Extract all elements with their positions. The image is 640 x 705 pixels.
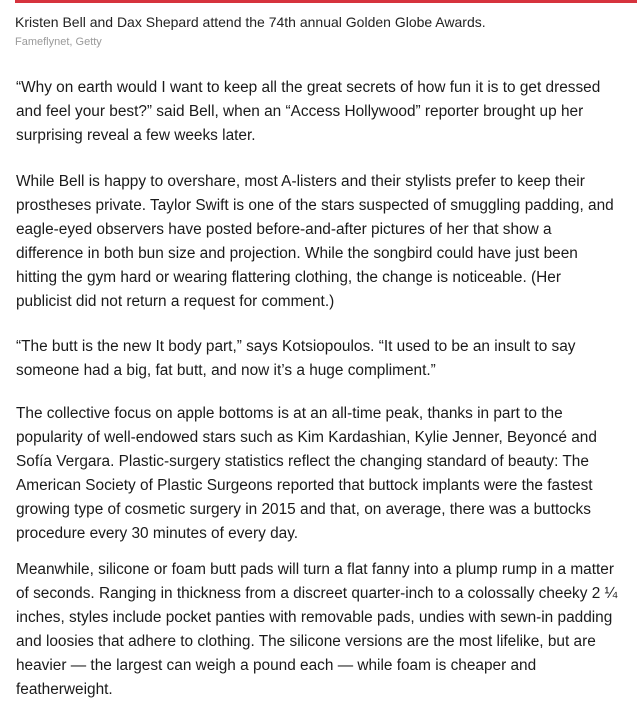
paragraph-line: publicist did not return a request for comment.) (16, 293, 335, 310)
paragraph-line: American Society of Plastic Surgeons reported that buttock implants were the fastest (16, 477, 593, 494)
article-paragraph (16, 335, 636, 383)
caption-text: Kristen Bell and Dax Shepard attend the 74th annual Golden Globe Awards. (15, 14, 486, 30)
paragraph-line: of seconds. Ranging in thickness from a discreet quarter-inch to a colossally cheeky 2 ¼ (16, 585, 618, 602)
article-paragraph (16, 76, 636, 148)
paragraph-line: inches, styles include pocket panties with removable pads, undies with sewn-in padding (16, 609, 613, 626)
paragraph-line: “The butt is the new It body part,” says Kotsiopoulos. “It used to be an insult to say (16, 338, 576, 355)
paragraph-line: hitting the gym hard or wearing flattering clothing, the change is noticeable. (Her (16, 269, 561, 286)
paragraph-line: popularity of well-endowed stars such as Kim Kardashian, Kylie Jenner, Beyoncé and (16, 429, 597, 446)
article-paragraph (16, 402, 636, 546)
paragraph-line: someone had a big, fat butt, and now it’s a huge compliment.” (16, 362, 436, 379)
paragraph-line: The collective focus on apple bottoms is at an all-time peak, thanks in part to the (16, 405, 563, 422)
paragraph-line: difference in both bun size and projection. While the songbird could have just been (16, 245, 578, 262)
article-paragraph (16, 558, 636, 702)
paragraph-line: and feel your best?” said Bell, when an “Access Hollywood” reporter brought up her (16, 103, 584, 120)
paragraph-line: eagle-eyed observers have posted before-and-after pictures of her that show a (16, 221, 552, 238)
paragraph-line: Meanwhile, silicone or foam butt pads will turn a flat fanny into a plump rump in a matter (16, 561, 614, 578)
paragraph-line: and loosies that adhere to clothing. The silicone versions are the most lifelike, but are (16, 633, 596, 650)
article-paragraph (16, 170, 636, 314)
photo-caption (15, 0, 637, 60)
paragraph-line: heavier — the largest can weigh a pound each — while foam is cheaper and (16, 657, 537, 674)
paragraph-line: surprising reveal a few weeks later. (16, 127, 256, 144)
paragraph-line: procedure every 30 minutes of every day. (16, 525, 299, 542)
paragraph-line: “Why on earth would I want to keep all the great secrets of how fun it is to get dressed (16, 79, 601, 96)
paragraph-line: While Bell is happy to overshare, most A-listers and their stylists prefer to keep their (16, 173, 585, 190)
paragraph-line: prostheses private. Taylor Swift is one of the stars suspected of smuggling padding, and (16, 197, 614, 214)
paragraph-line: Sofía Vergara. Plastic-surgery statistics reflect the changing standard of beauty: The (16, 453, 589, 470)
photo-credit: Fameflynet, Getty (15, 36, 102, 48)
paragraph-line: growing type of cosmetic surgery in 2015 and that, on average, there was a buttocks (16, 501, 591, 518)
paragraph-line: featherweight. (16, 681, 113, 698)
